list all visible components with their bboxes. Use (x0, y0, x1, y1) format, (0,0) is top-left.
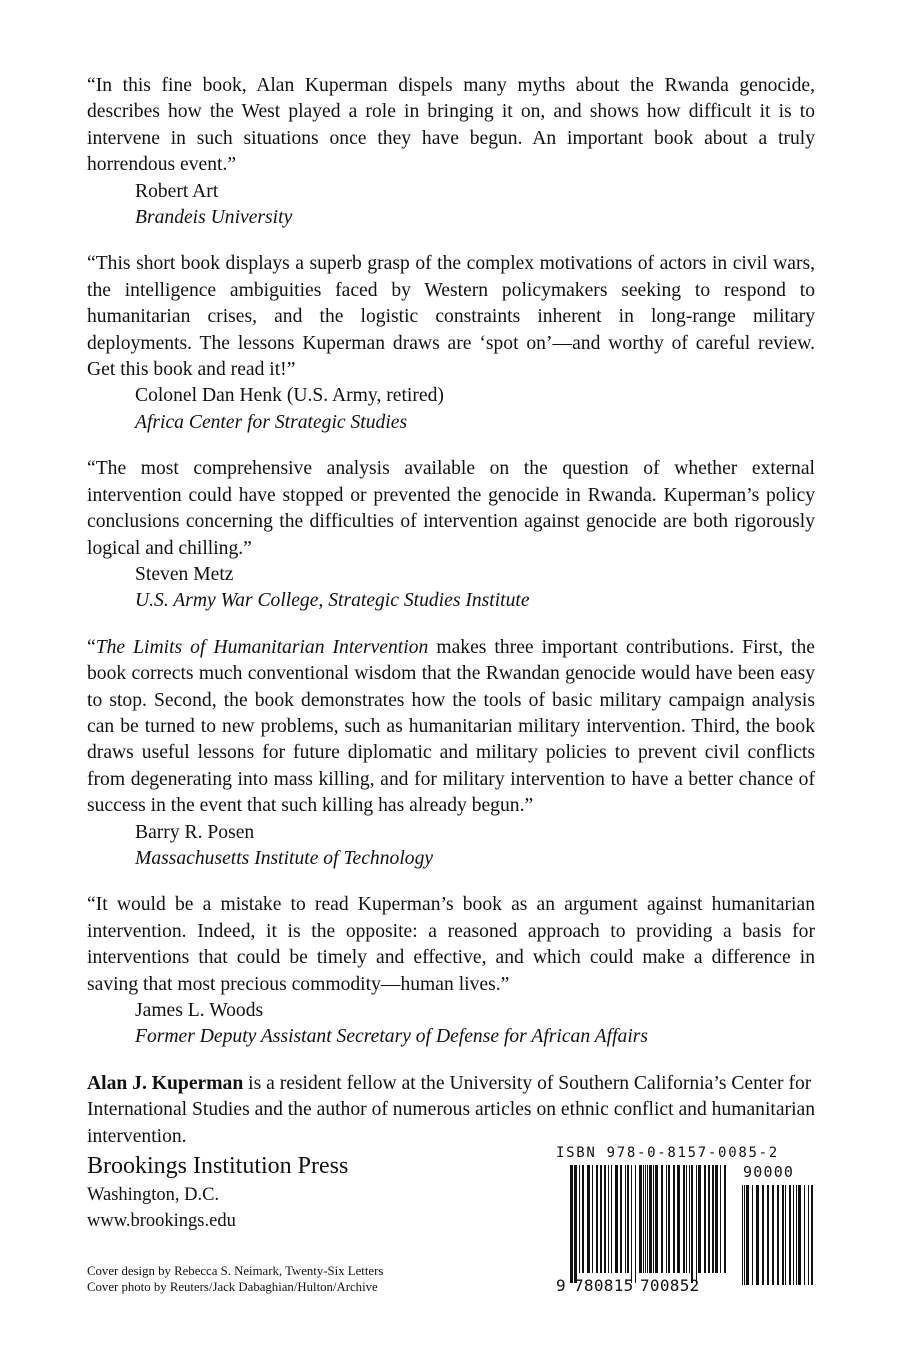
quote-body: makes three important contributions. First, the book corrects much conventional wisdom that the Rwandan genocide would have been easy to stop. Second, the book demonstrates how the tools of basic military campaign analysis can be turned to new problems, such as humanitarian military intervention. Third, the book draws useful lessons for future diplomatic and military policies to prevent civil conflicts from degenerating into mass killing, and for military intervention to have a better chance of success in the event that such killing has already begun.” (87, 636, 815, 817)
blurb-art (87, 73, 815, 231)
author-bio (87, 1071, 815, 1150)
barcode-right-digits: 700852 (640, 1276, 700, 1295)
cover-credits (87, 1263, 507, 1295)
barcode-bar (720, 1165, 721, 1273)
blurb-quote: “It would be a mistake to read Kuperman’s book as an argument against humanitarian intervention. Indeed, it is the opposite: a reasoned approach to providing a basis for interventions that could be timely and effective, and which could make a difference in saving that most precious commodity—human lives.” (87, 894, 815, 995)
publisher-url: www.brookings.edu (87, 1211, 236, 1231)
barcode-bar (631, 1165, 632, 1283)
blurb-author: Barry R. Posen (135, 821, 255, 843)
blurb-henk (87, 251, 815, 436)
author-name: Alan J. Kuperman (87, 1072, 244, 1094)
barcode-bar (785, 1185, 786, 1285)
isbn-label: ISBN 978-0-8157-0085-2 (556, 1145, 779, 1161)
barcode-bar (696, 1165, 697, 1283)
barcode-bar (579, 1165, 580, 1273)
barcode-bar (683, 1165, 685, 1273)
barcode-bar (798, 1185, 801, 1285)
barcode-bar (704, 1165, 706, 1273)
blurb-attribution (135, 820, 815, 873)
barcode-bar (724, 1165, 726, 1273)
barcode-bar (620, 1165, 622, 1273)
barcode-bar (708, 1165, 710, 1273)
barcode-bar (655, 1165, 658, 1273)
barcode-bar (767, 1185, 769, 1285)
barcode-bar (772, 1185, 774, 1285)
barcode-bar (804, 1185, 805, 1285)
cover-design-credit: Cover design by Rebecca S. Neimark, Twenty-Six Letters (87, 1264, 384, 1278)
barcode-bar (712, 1165, 714, 1273)
blurb-attribution (135, 383, 815, 436)
publisher-block (87, 1150, 507, 1234)
author-bio-text: is a resident fellow at the University of Southern California’s Center for International Studies and the author of numerous articles on ethnic conflict and humanitarian intervention. (87, 1072, 816, 1147)
barcode-bar (608, 1165, 609, 1273)
barcode-bar (627, 1165, 629, 1273)
blurb-attribution (135, 998, 815, 1051)
barcode-bar (592, 1165, 593, 1273)
blurb-affiliation: Massachusetts Institute of Technology (135, 847, 434, 869)
barcode-bar (600, 1165, 602, 1273)
barcode-bar (762, 1185, 764, 1285)
barcode-bar (582, 1165, 584, 1273)
blurb-metz (87, 456, 815, 614)
barcode-bar (604, 1165, 606, 1273)
cover-photo-credit: Cover photo by Reuters/Jack Dabaghian/Hulton/Archive (87, 1280, 378, 1294)
blurb-quote: “The most comprehensive analysis available on the question of whether external intervention could have stopped or prevented the genocide in Rwanda. Kuperman’s policy conclusions concerning the difficulties of intervention against genocide are both rigorously logical and chilling.” (87, 458, 815, 559)
blurb-attribution (135, 562, 815, 615)
blurb-affiliation: Africa Center for Strategic Studies (135, 411, 408, 433)
blurb-posen (87, 635, 815, 873)
barcode-addon-digits: 90000 (743, 1163, 795, 1181)
blurb-author: Colonel Dan Henk (U.S. Army, retired) (135, 385, 444, 407)
barcode-bar (756, 1185, 759, 1285)
barcode-bar (698, 1165, 701, 1273)
barcode-bar (752, 1185, 753, 1285)
barcode-bar (570, 1165, 573, 1283)
barcode-bar (789, 1185, 791, 1285)
barcode-bar (689, 1165, 690, 1273)
blurb-author: James L. Woods (135, 1000, 264, 1021)
blurb-author: Steven Metz (135, 563, 234, 585)
publisher-city: Washington, D.C. (87, 1185, 220, 1205)
barcode-bar (744, 1185, 745, 1285)
barcode-left-digits: 780815 (574, 1276, 634, 1295)
blurb-attribution (135, 179, 815, 232)
blurb-quote (87, 635, 815, 820)
blurb-woods (87, 892, 815, 1050)
barcode-bar (574, 1165, 577, 1283)
barcode-bar (808, 1185, 809, 1285)
barcode-bar (625, 1165, 626, 1273)
barcode-bar (649, 1165, 652, 1273)
barcode-bar (596, 1165, 598, 1273)
barcode-bar (686, 1165, 687, 1273)
barcode-bar (673, 1165, 675, 1273)
barcode-bar (611, 1165, 612, 1273)
barcode-bar (666, 1165, 667, 1273)
barcode-bar (635, 1165, 636, 1283)
barcode-bar (782, 1185, 784, 1285)
barcode-bar (653, 1165, 654, 1273)
blurb-author: Robert Art (135, 180, 219, 202)
barcode-bar (811, 1185, 813, 1285)
barcode-bar (587, 1165, 590, 1273)
barcode-bar (746, 1185, 749, 1285)
barcode-bar (643, 1165, 644, 1273)
blurb-affiliation: Brandeis University (135, 207, 293, 229)
blurb-quote: “This short book displays a superb grasp of the complex motivations of actors in civil wars, the intelligence ambiguities faced by Western policymakers seeking to respond to humanitarian crises, and the logistic constraints inherent in long-range military deployments. The lessons Kuperman draws are ‘spot on’—and worthy of careful review. Get this book and read it!” (87, 253, 815, 381)
blurb-affiliation: Former Deputy Assistant Secretary of Defense for African Affairs (135, 1026, 649, 1048)
barcode-first-digit: 9 (556, 1276, 566, 1295)
barcode-bar (796, 1185, 797, 1285)
barcode-bar (668, 1165, 670, 1273)
barcode-bar (777, 1185, 779, 1285)
barcode-bar (615, 1165, 618, 1273)
barcode-bar (715, 1165, 718, 1273)
isbn-barcode (556, 1145, 816, 1295)
barcode-bar (742, 1185, 743, 1285)
book-title: The Limits of Humanitarian Intervention (95, 636, 429, 658)
barcode-bar (647, 1165, 648, 1273)
blurb-affiliation: U.S. Army War College, Strategic Studies Institute (135, 590, 530, 612)
barcode-bar (645, 1165, 646, 1273)
quote-open-mark: “ (87, 636, 96, 658)
barcode-bar (793, 1185, 794, 1285)
barcode-bar (677, 1165, 680, 1273)
back-cover-text (87, 73, 815, 1150)
barcode-bar (639, 1165, 642, 1273)
blurb-quote: “In this fine book, Alan Kuperman dispels many myths about the Rwanda genocide, describes how the West played a role in bringing it on, and shows how difficult it is to intervene in such situations once they have begun. An important book about a truly horrendous event.” (87, 75, 815, 176)
barcode-bar (661, 1165, 663, 1273)
barcode-bar (691, 1165, 693, 1283)
publisher-name: Brookings Institution Press (87, 1153, 349, 1179)
